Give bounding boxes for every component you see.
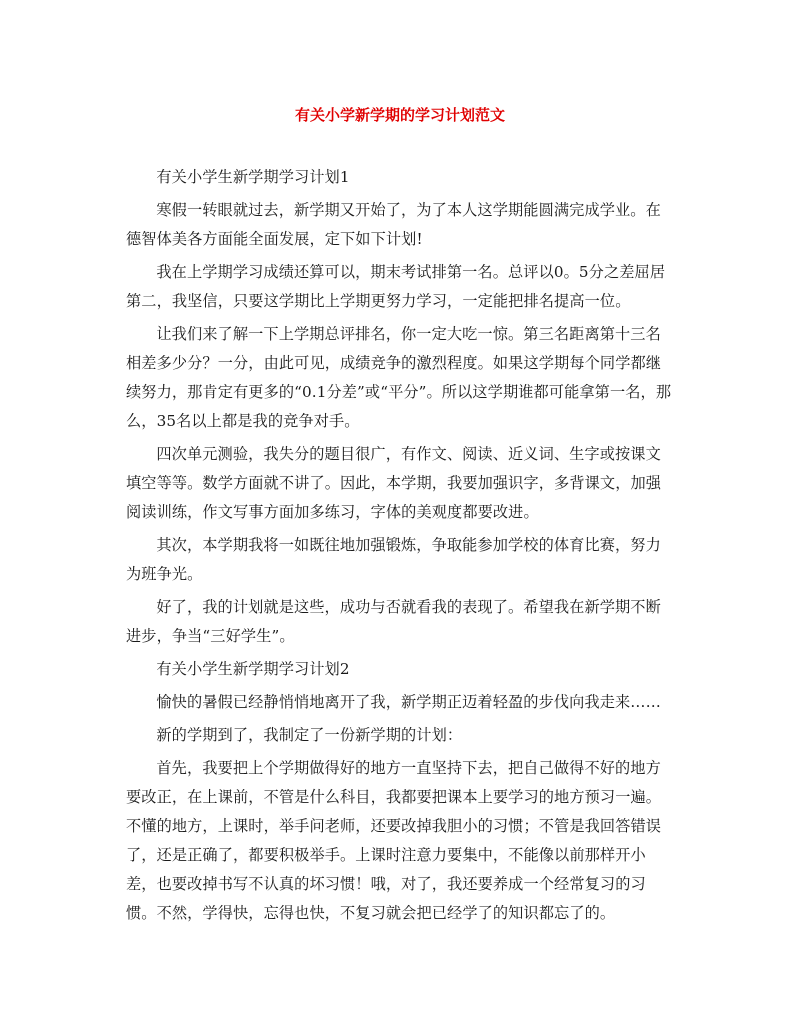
paragraph: 好了，我的计划就是这些，成功与否就看我的表现了。希望我在新学期不断进步，争当“三好学生”。 (126, 598, 661, 645)
paragraph: 四次单元测验，我失分的题目很广，有作文、阅读、近义词、生字或按课文填空等等。数学方面就不讲了。因此，本学期，我要加强识字，多背课文，加强阅读训练，作文写事方面加多练习，字体的美观度都要改进。 (126, 445, 662, 521)
document-body (126, 163, 674, 932)
paragraph: 首先，我要把上个学期做得好的地方一直坚持下去，把自己做得不好的地方要改正，在上课前，不管是什么科目，我都要把课本上要学习的地方预习一遍。不懂的地方，上课时，举手问老师，还要改掉我胆小的习惯；不管是我回答错误了，还是正确了，都要积极举手。上课时注意力要集中，不能像以前那样开小差，也要改掉书写不认真的坏习惯！哦，对了，我还要养成一个经常复习的习惯。不然，学得快，忘得也快，不复习就会把已经学了的知识都忘了的。 (126, 759, 662, 922)
paragraph: 新的学期到了，我制定了一份新学期的计划： (156, 726, 463, 744)
paragraph: 让我们来了解一下上学期总评排名，你一定大吃一惊。第三名距离第十三名相差多少分？一分，由此可见，成绩竞争的激烈程度。如果这学期每个同学都继续努力，那肯定有更多的“0.1分差”或“平分”。所以这学期谁都可能拿第一名，那么，35名以上都是我的竞争对手。 (126, 325, 672, 430)
paragraph: 愉快的暑假已经静悄悄地离开了我，新学期正迈着轻盈的步伐向我走来…… (156, 693, 661, 711)
paragraph: 寒假一转眼就过去，新学期又开始了，为了本人这学期能圆满完成学业。在德智体美各方面能全面发展，定下如下计划! (126, 201, 661, 248)
section-heading-2: 有关小学生新学期学习计划2 (156, 660, 350, 678)
section-heading-1: 有关小学生新学期学习计划1 (156, 168, 350, 186)
paragraph: 我在上学期学习成绩还算可以，期末考试排第一名。总评以0。5分之差屈居第二，我坚信，只要这学期比上学期更努力学习，一定能把排名提高一位。 (126, 263, 666, 310)
paragraph: 其次，本学期我将一如既往地加强锻炼，争取能参加学校的体育比赛，努力为班争光。 (126, 536, 661, 583)
document-title: 有关小学新学期的学习计划范文 (294, 106, 505, 124)
